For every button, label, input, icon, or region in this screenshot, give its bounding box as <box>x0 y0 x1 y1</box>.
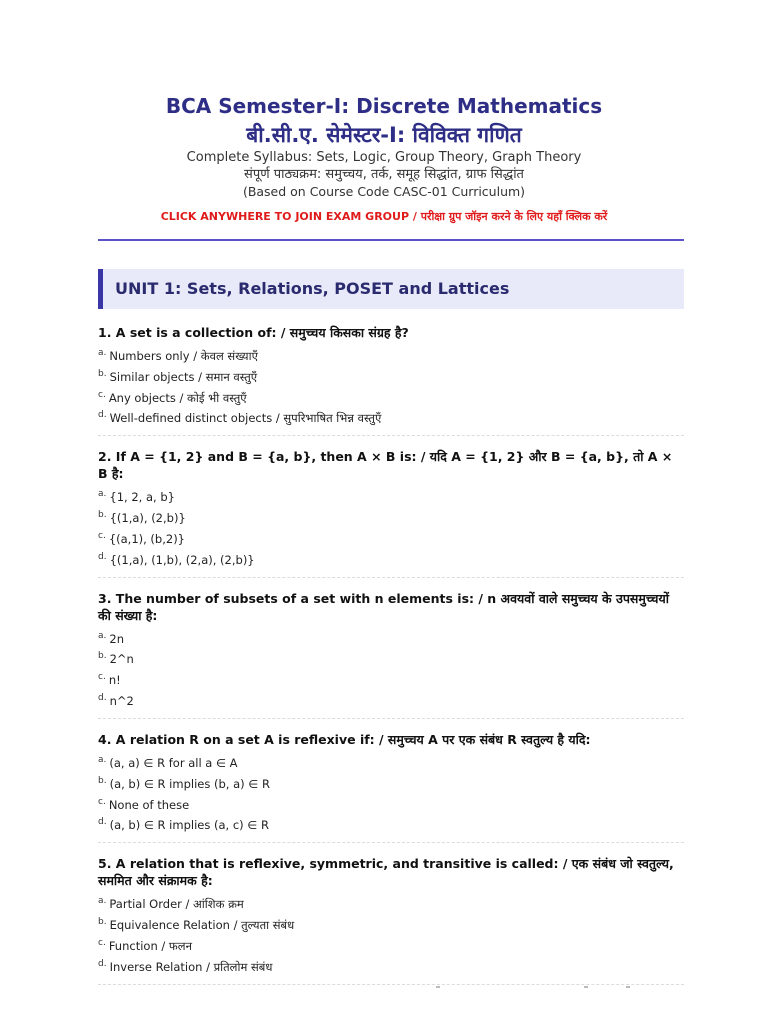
option-text: (a, a) ∈ R for all a ∈ A <box>109 755 238 770</box>
course-code-note: (Based on Course Code CASC-01 Curriculum) <box>242 184 526 199</box>
page-title: BCA Semester-I: Discrete Mathematics <box>165 94 603 118</box>
option[interactable] <box>98 527 684 548</box>
option-text: {(1,a), (1,b), (2,a), (2,b)} <box>109 552 255 567</box>
option-letter: c. <box>98 672 106 683</box>
option-letter: a. <box>98 754 107 765</box>
option[interactable] <box>98 365 684 386</box>
option-letter: a. <box>98 348 107 358</box>
option[interactable] <box>98 485 684 506</box>
question-text: 1. A set is a collection of: / समुच्चय किसका संग्रह है? <box>98 325 409 340</box>
question-text: 2. If A = {1, 2} and B = {a, b}, then A × B is: / यदि A = {1, 2} और B = {a, b}, तो A × B है: <box>98 449 673 482</box>
option-text: {(a,1), (b,2)} <box>108 531 185 546</box>
page-speck <box>436 986 440 988</box>
option-text: Equivalence Relation / तुल्यता संबंध <box>109 917 295 932</box>
syllabus-subtitle: Complete Syllabus: Sets, Logic, Group Theory, Graph Theory <box>186 150 582 165</box>
option[interactable] <box>98 892 684 913</box>
option[interactable] <box>98 793 684 814</box>
question-item <box>98 855 684 984</box>
option-text: Numbers only / केवल संख्याएँ <box>109 348 258 363</box>
option-letter: a. <box>98 630 107 641</box>
option-text: None of these <box>108 797 190 812</box>
option-text: (a, b) ∈ R implies (b, a) ∈ R <box>109 776 270 791</box>
option[interactable] <box>98 506 684 527</box>
option[interactable] <box>98 934 684 955</box>
option-letter: d. <box>98 817 107 828</box>
page-speck <box>584 986 588 988</box>
option[interactable] <box>98 406 684 427</box>
header-divider <box>98 239 684 241</box>
option[interactable] <box>98 548 684 569</box>
option-text: {1, 2, a, b} <box>109 490 175 505</box>
option-text: Well-defined distinct objects / सुपरिभाषित भिन्न वस्तुएँ <box>109 411 382 426</box>
option-text: 2n <box>109 631 124 646</box>
page-header <box>0 0 768 224</box>
option-letter: c. <box>98 937 106 948</box>
unit-title: UNIT 1: Sets, Relations, POSET and Lattices <box>115 279 510 298</box>
option-letter: d. <box>98 551 107 562</box>
option-letter: c. <box>98 530 106 541</box>
question-item <box>98 324 684 436</box>
option-letter: a. <box>98 489 107 500</box>
option[interactable] <box>98 689 684 710</box>
option-letter: a. <box>98 896 107 907</box>
option-text: Partial Order / आंशिक क्रम <box>109 897 244 912</box>
option-text: Similar objects / समान वस्तुएँ <box>109 369 258 384</box>
question-text: 3. The number of subsets of a set with n elements is: / n अवयवों वाले समुच्चय के उपसमुच्चयों की संख्या है: <box>98 590 669 623</box>
option[interactable] <box>98 647 684 668</box>
option[interactable] <box>98 913 684 934</box>
option-letter: c. <box>98 389 106 400</box>
option-letter: d. <box>98 693 107 704</box>
question-list <box>98 320 684 997</box>
syllabus-subtitle-hindi: संपूर्ण पाठ्यक्रम: समुच्चय, तर्क, समूह सिद्धांत, ग्राफ सिद्धांत <box>244 167 524 182</box>
option-text: Any objects / कोई भी वस्तुएँ <box>108 390 247 405</box>
option-letter: b. <box>98 368 107 379</box>
option-letter: d. <box>98 958 107 969</box>
option[interactable] <box>98 668 684 689</box>
page-title-hindi: बी.सी.ए. सेमेस्टर-I: विविक्त गणित <box>246 123 522 147</box>
option[interactable] <box>98 772 684 793</box>
question-text: 5. A relation that is reflexive, symmetric, and transitive is called: / एक संबंध जो स्वतुल्य, सममित और संक्रामक है: <box>98 856 674 889</box>
option-letter: b. <box>98 651 107 662</box>
option[interactable] <box>98 813 684 834</box>
option-letter: c. <box>98 796 106 807</box>
option[interactable] <box>98 386 684 407</box>
question-item <box>98 590 684 719</box>
question-text: 4. A relation R on a set A is reflexive if: / समुच्चय A पर एक संबंध R स्वतुल्य है यदि: <box>98 731 591 747</box>
question-item <box>98 448 684 577</box>
join-exam-group-link[interactable]: CLICK ANYWHERE TO JOIN EXAM GROUP / परीक्षा ग्रुप जॉइन करने के लिए यहाँ क्लिक करें <box>160 210 608 223</box>
option-text: n^2 <box>109 693 134 708</box>
option-text: (a, b) ∈ R implies (a, c) ∈ R <box>109 818 269 833</box>
option[interactable] <box>98 344 684 365</box>
option-text: 2^n <box>109 652 134 667</box>
option-text: {(1,a), (2,b)} <box>109 510 186 525</box>
question-item <box>98 731 684 843</box>
option[interactable] <box>98 955 684 976</box>
option-letter: d. <box>98 410 107 421</box>
option[interactable] <box>98 627 684 648</box>
option[interactable] <box>98 751 684 772</box>
option-letter: b. <box>98 510 107 521</box>
option-letter: b. <box>98 917 107 928</box>
unit-heading <box>98 269 684 309</box>
option-text: Function / फलन <box>108 938 192 953</box>
option-letter: b. <box>98 775 107 786</box>
option-text: Inverse Relation / प्रतिलोम संबंध <box>109 959 273 974</box>
option-text: n! <box>108 673 121 688</box>
page-speck <box>626 986 630 988</box>
